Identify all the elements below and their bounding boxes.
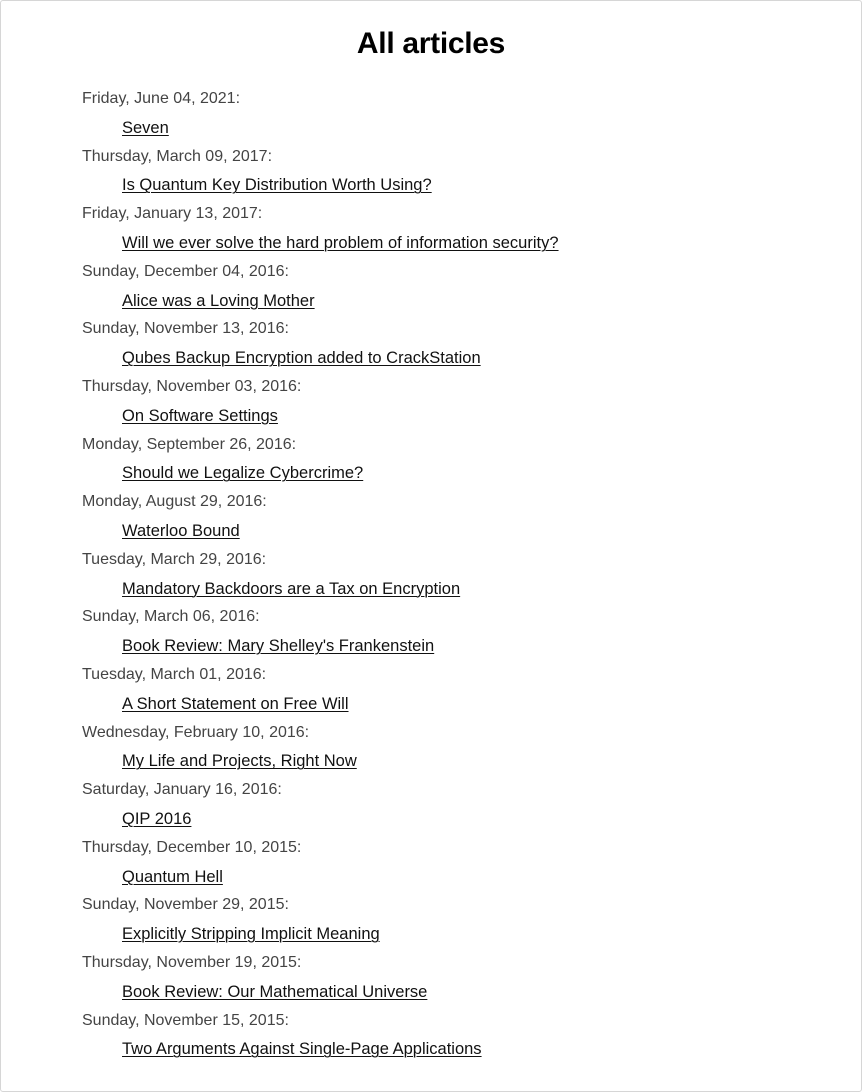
list-item — [82, 143, 821, 201]
article-link[interactable]: Is Quantum Key Distribution Worth Using? — [122, 176, 432, 195]
article-link-row — [82, 459, 821, 488]
article-link[interactable]: Two Arguments Against Single-Page Applications — [122, 1040, 482, 1059]
list-item — [82, 373, 821, 431]
article-link[interactable]: On Software Settings — [122, 406, 278, 425]
article-link[interactable]: A Short Statement on Free Will — [122, 694, 349, 713]
list-item — [82, 661, 821, 719]
article-link-row — [82, 978, 821, 1007]
list-item — [82, 834, 821, 892]
article-link[interactable]: Qubes Backup Encryption added to CrackStation — [122, 349, 481, 368]
list-item — [82, 776, 821, 834]
list-item — [82, 258, 821, 316]
article-link-row — [82, 690, 821, 719]
article-link-row — [82, 114, 821, 143]
article-date: Thursday, March 09, 2017: — [82, 147, 273, 165]
article-link-row — [82, 575, 821, 604]
article-link[interactable]: Mandatory Backdoors are a Tax on Encryption — [122, 579, 461, 598]
article-date: Tuesday, March 29, 2016: — [82, 550, 267, 568]
article-link-row — [82, 171, 821, 200]
article-date: Friday, June 04, 2021: — [82, 90, 241, 107]
article-link-row — [82, 632, 821, 661]
list-item — [82, 200, 821, 258]
article-link-row — [82, 747, 821, 776]
list-item — [82, 85, 821, 143]
article-date: Sunday, November 15, 2015: — [82, 1011, 289, 1029]
article-link[interactable]: Quantum Hell — [122, 867, 223, 886]
article-date: Saturday, January 16, 2016: — [82, 781, 282, 799]
article-link[interactable]: Book Review: Our Mathematical Universe — [122, 982, 428, 1001]
list-item — [82, 315, 821, 373]
page-title: All articles — [356, 27, 506, 60]
article-date: Wednesday, February 10, 2016: — [82, 723, 310, 741]
article-link[interactable]: Should we Legalize Cybercrime? — [122, 464, 364, 483]
article-date: Monday, August 29, 2016: — [82, 493, 267, 511]
article-link-row — [82, 920, 821, 949]
article-link[interactable]: Alice was a Loving Mother — [122, 291, 315, 310]
article-date: Tuesday, March 01, 2016: — [82, 665, 267, 683]
article-date: Monday, September 26, 2016: — [82, 435, 297, 453]
list-item — [82, 488, 821, 546]
list-item — [82, 891, 821, 949]
article-link[interactable]: Will we ever solve the hard problem of information security? — [122, 233, 559, 252]
article-link-row — [82, 229, 821, 258]
article-date: Thursday, November 19, 2015: — [82, 953, 302, 971]
article-link[interactable]: My Life and Projects, Right Now — [122, 752, 357, 771]
article-date: Thursday, December 10, 2015: — [82, 838, 302, 856]
article-date: Sunday, November 13, 2016: — [82, 320, 289, 338]
article-link[interactable]: Seven — [122, 118, 169, 137]
article-link-row — [82, 517, 821, 546]
article-link[interactable]: Book Review: Mary Shelley's Frankenstein — [122, 637, 435, 656]
article-link-row — [82, 402, 821, 431]
list-item — [82, 949, 821, 1007]
list-item — [82, 1007, 821, 1065]
article-date: Sunday, November 29, 2015: — [82, 896, 289, 914]
list-item — [82, 719, 821, 777]
article-link-row — [82, 344, 821, 373]
article-link[interactable]: QIP 2016 — [122, 809, 192, 828]
article-date: Sunday, March 06, 2016: — [82, 608, 260, 626]
article-list — [82, 85, 821, 1064]
list-item — [82, 603, 821, 661]
list-item — [82, 431, 821, 489]
article-link-row — [82, 863, 821, 892]
article-date: Friday, January 13, 2017: — [82, 205, 263, 223]
article-link-row — [82, 287, 821, 316]
article-link-row — [82, 1035, 821, 1064]
article-link[interactable]: Explicitly Stripping Implicit Meaning — [122, 925, 380, 944]
article-date: Thursday, November 03, 2016: — [82, 377, 302, 395]
article-link[interactable]: Waterloo Bound — [122, 521, 240, 540]
article-date: Sunday, December 04, 2016: — [82, 262, 289, 280]
article-link-row — [82, 805, 821, 834]
list-item — [82, 546, 821, 604]
